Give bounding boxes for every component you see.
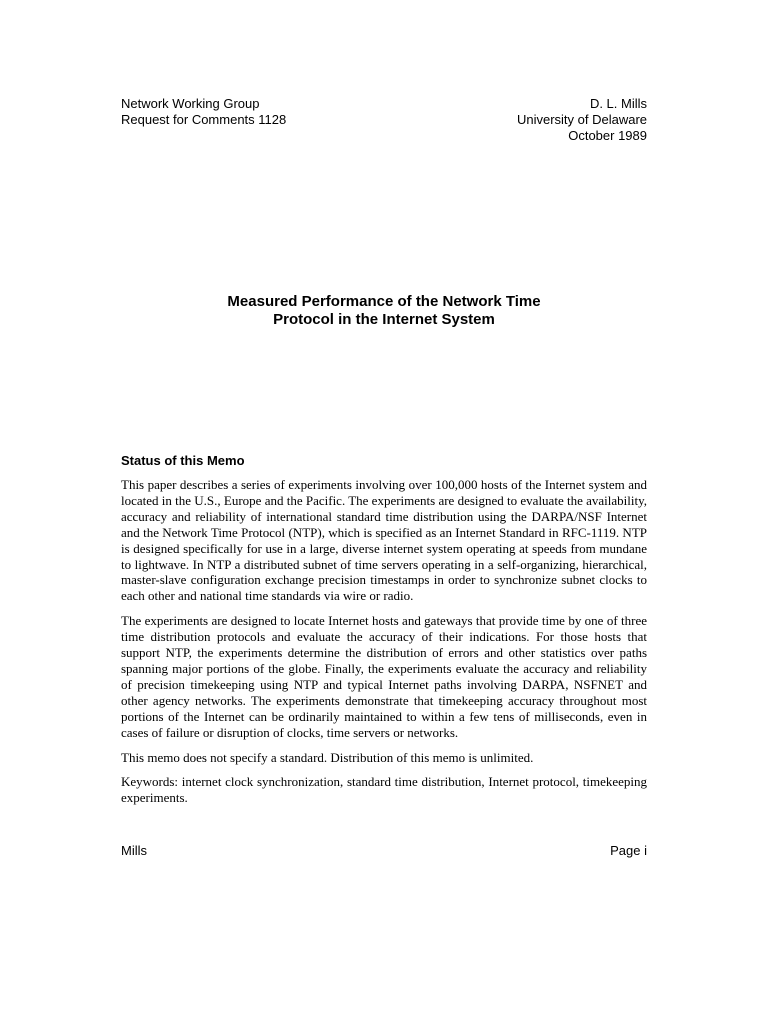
header-organization: Network Working Group bbox=[121, 96, 260, 111]
header-author: D. L. Mills bbox=[589, 96, 647, 111]
document-title bbox=[121, 293, 647, 329]
title-line-2: Protocol in the Internet System bbox=[273, 311, 495, 328]
header-right bbox=[517, 96, 647, 144]
section-heading-status: Status of this Memo bbox=[121, 453, 245, 468]
header-left bbox=[121, 96, 286, 128]
title-line-1: Measured Performance of the Network Time bbox=[227, 293, 541, 310]
footer-page-number: Page i bbox=[610, 843, 647, 858]
header-affiliation: University of Delaware bbox=[516, 112, 647, 127]
footer-author: Mills bbox=[121, 843, 147, 858]
header-date: October 1989 bbox=[568, 128, 647, 143]
status-paragraph-distribution: This memo does not specify a standard. Distribution of this memo is unlimited. bbox=[121, 749, 534, 765]
header-rfc-number: Request for Comments 1128 bbox=[121, 112, 287, 127]
status-body bbox=[121, 477, 647, 815]
status-paragraph-keywords: Keywords: internet clock synchronization, standard time distribution, Internet protocol, timekeeping experiments. bbox=[121, 774, 647, 806]
status-paragraph-1: This paper describes a series of experiments involving over 100,000 hosts of the Internet system and located in the U.S., Europe and the Pacific. The experiments are designed to evaluate the availability, accuracy and reliability of international standard time distribution using the DARPA/NSF Internet and the Network Time Protocol (NTP), which is specified as an Internet Standard in RFC-1119. NTP is designed specifically for use in a large, diverse internet system operating at speeds from mundane to lightwave. In NTP a distributed subnet of time servers operating in a self-organizing, hierarchical, master-slave configuration exchange precision timestamps in order to synchronize subnet clocks to each other and national time standards via wire or radio. bbox=[121, 477, 647, 604]
status-paragraph-2: The experiments are designed to locate Internet hosts and gateways that provide time by one of three time distribution protocols and evaluate the accuracy of their indications. For those hosts that support NTP, the experiments determine the distribution of errors and other statistics over paths spanning major portions of the globe. Finally, the experiments evaluate the accuracy and reliability of precision timekeeping using NTP and typical Internet paths involving DARPA, NSFNET and other agency networks. The experiments demonstrate that timekeeping accuracy throughout most portions of the Internet can be ordinarily maintained to within a few tens of milliseconds, even in cases of failure or disruption of clocks, time servers or networks. bbox=[121, 613, 647, 740]
